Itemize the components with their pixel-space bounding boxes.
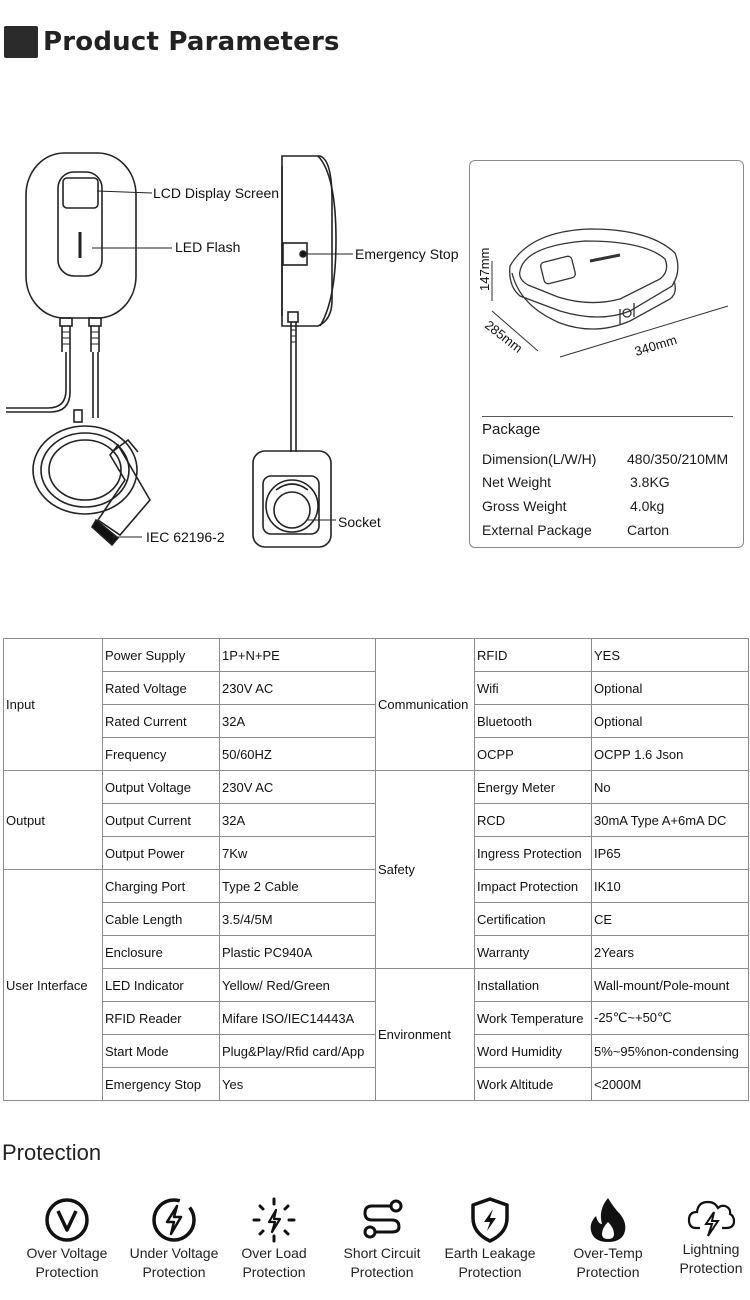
spec-value: Optional: [592, 705, 749, 738]
earth-leakage-icon: [466, 1196, 514, 1244]
page-title: Product Parameters: [43, 27, 340, 57]
table-row: [4, 969, 749, 1002]
led-flash-label: LED Flash: [175, 239, 241, 255]
spec-label: Output Power: [103, 837, 220, 870]
spec-value: 3.5/4/5M: [220, 903, 376, 936]
protection-label-line2: Protection: [679, 1260, 743, 1276]
protection-label-line1: Short Circuit: [343, 1245, 421, 1261]
spec-value: 1P+N+PE: [220, 639, 376, 672]
product-diagram: [0, 140, 470, 560]
spec-label: RFID Reader: [103, 1002, 220, 1035]
table-row: [4, 771, 749, 804]
package-label-net-weight: Net Weight: [482, 474, 551, 490]
protection-title: Protection: [2, 1140, 102, 1165]
spec-value: Type 2 Cable: [220, 870, 376, 903]
over-temp-icon: [584, 1196, 632, 1244]
protection-earth-leakage: [436, 1196, 544, 1282]
protection-over-voltage: [18, 1196, 116, 1282]
spec-value: IK10: [592, 870, 749, 903]
spec-label: Installation: [475, 969, 592, 1002]
spec-label: RFID: [475, 639, 592, 672]
spec-label: Ingress Protection: [475, 837, 592, 870]
protection-label-line1: Lightning: [682, 1241, 740, 1257]
protection-label-line2: Protection: [350, 1264, 414, 1280]
spec-label: OCPP: [475, 738, 592, 771]
package-label-dimension: Dimension(L/W/H): [482, 451, 597, 467]
protection-label-line2: Protection: [242, 1264, 306, 1280]
protection-label-line1: Over-Temp: [573, 1245, 643, 1261]
protection-over-temp: [558, 1196, 658, 1282]
under-voltage-icon: [150, 1196, 198, 1244]
protection-label-line2: Protection: [35, 1264, 99, 1280]
package-label-external: External Package: [482, 522, 592, 538]
package-value-dimension: 480/350/210MM: [627, 451, 729, 467]
spec-label: Rated Current: [103, 705, 220, 738]
protection-short-circuit: [336, 1196, 428, 1282]
dimension-height: 147mm: [477, 247, 492, 291]
group-input: Input: [4, 639, 103, 771]
spec-value: 50/60HZ: [220, 738, 376, 771]
protection-label-line1: Over Load: [241, 1245, 307, 1261]
dimension-depth: 285mm: [481, 317, 526, 356]
spec-value: Optional: [592, 672, 749, 705]
lightning-icon: [686, 1194, 736, 1240]
spec-label: Start Mode: [103, 1035, 220, 1068]
package-value-gross-weight: 4.0kg: [630, 498, 665, 514]
protection-lightning: [668, 1194, 750, 1278]
spec-value: YES: [592, 639, 749, 672]
group-communication: Communication: [376, 639, 475, 771]
spec-value: Plug&Play/Rfid card/App: [220, 1035, 376, 1068]
spec-label: Certification: [475, 903, 592, 936]
spec-value: <2000M: [592, 1068, 749, 1101]
package-value-external: Carton: [627, 522, 670, 538]
spec-label: LED Indicator: [103, 969, 220, 1002]
spec-value: 32A: [220, 804, 376, 837]
spec-value: 230V AC: [220, 771, 376, 804]
spec-label: Output Current: [103, 804, 220, 837]
spec-label: Frequency: [103, 738, 220, 771]
group-user-interface: User Interface: [4, 870, 103, 1101]
over-voltage-icon: [43, 1196, 91, 1244]
spec-label: Output Voltage: [103, 771, 220, 804]
spec-label: Impact Protection: [475, 870, 592, 903]
over-load-icon: [250, 1196, 298, 1244]
spec-label: Charging Port: [103, 870, 220, 903]
protection-under-voltage: [124, 1196, 224, 1282]
short-circuit-icon: [358, 1196, 406, 1244]
spec-value: -25℃~+50℃: [592, 1002, 749, 1035]
spec-label: Cable Length: [103, 903, 220, 936]
package-label-gross-weight: Gross Weight: [482, 498, 567, 514]
spec-value: Mifare ISO/IEC14443A: [220, 1002, 376, 1035]
spec-label: Word Humidity: [475, 1035, 592, 1068]
spec-value: 230V AC: [220, 672, 376, 705]
spec-label: Enclosure: [103, 936, 220, 969]
spec-value: 7Kw: [220, 837, 376, 870]
protection-label-line1: Over Voltage: [26, 1245, 108, 1261]
emergency-stop-label: Emergency Stop: [355, 246, 459, 262]
spec-value: 5%~95%non-condensing: [592, 1035, 749, 1068]
spec-label: Work Altitude: [475, 1068, 592, 1101]
protection-label-line2: Protection: [458, 1264, 522, 1280]
spec-value: No: [592, 771, 749, 804]
spec-value: CE: [592, 903, 749, 936]
dimension-width: 340mm: [632, 331, 679, 360]
spec-label: Work Temperature: [475, 1002, 592, 1035]
socket-label: Socket: [338, 514, 381, 530]
group-safety: Safety: [376, 771, 475, 969]
group-output: Output: [4, 771, 103, 870]
spec-value: Yellow/ Red/Green: [220, 969, 376, 1002]
spec-label: Wifi: [475, 672, 592, 705]
spec-value: Yes: [220, 1068, 376, 1101]
spec-label: RCD: [475, 804, 592, 837]
group-environment: Environment: [376, 969, 475, 1101]
spec-value: 32A: [220, 705, 376, 738]
spec-value: Wall-mount/Pole-mount: [592, 969, 749, 1002]
charger-3d-drawing: [470, 161, 745, 411]
spec-label: Rated Voltage: [103, 672, 220, 705]
protection-label-line1: Under Voltage: [129, 1245, 219, 1261]
section-header: [4, 22, 340, 62]
spec-label: Bluetooth: [475, 705, 592, 738]
package-value-net-weight: 3.8KG: [630, 474, 670, 490]
header-square-icon: [4, 26, 38, 58]
spec-value: Plastic PC940A: [220, 936, 376, 969]
spec-value: 2Years: [592, 936, 749, 969]
package-title: Package: [482, 421, 541, 438]
spec-label: Emergency Stop: [103, 1068, 220, 1101]
spec-label: Warranty: [475, 936, 592, 969]
protection-over-load: [232, 1196, 316, 1282]
spec-label: Power Supply: [103, 639, 220, 672]
spec-label: Energy Meter: [475, 771, 592, 804]
protection-label-line1: Earth Leakage: [444, 1245, 536, 1261]
spec-value: OCPP 1.6 Json: [592, 738, 749, 771]
spec-value: IP65: [592, 837, 749, 870]
table-row: [4, 639, 749, 672]
charger-line-drawing: [0, 140, 470, 560]
spec-table: [3, 638, 749, 1101]
protection-label-line2: Protection: [142, 1264, 206, 1280]
package-divider: [482, 416, 733, 417]
protection-label-line2: Protection: [576, 1264, 640, 1280]
lcd-display-label: LCD Display Screen: [153, 185, 280, 201]
package-info-panel: [469, 160, 744, 548]
spec-value: 30mA Type A+6mA DC: [592, 804, 749, 837]
iec-standard-label: IEC 62196-2: [146, 529, 225, 545]
